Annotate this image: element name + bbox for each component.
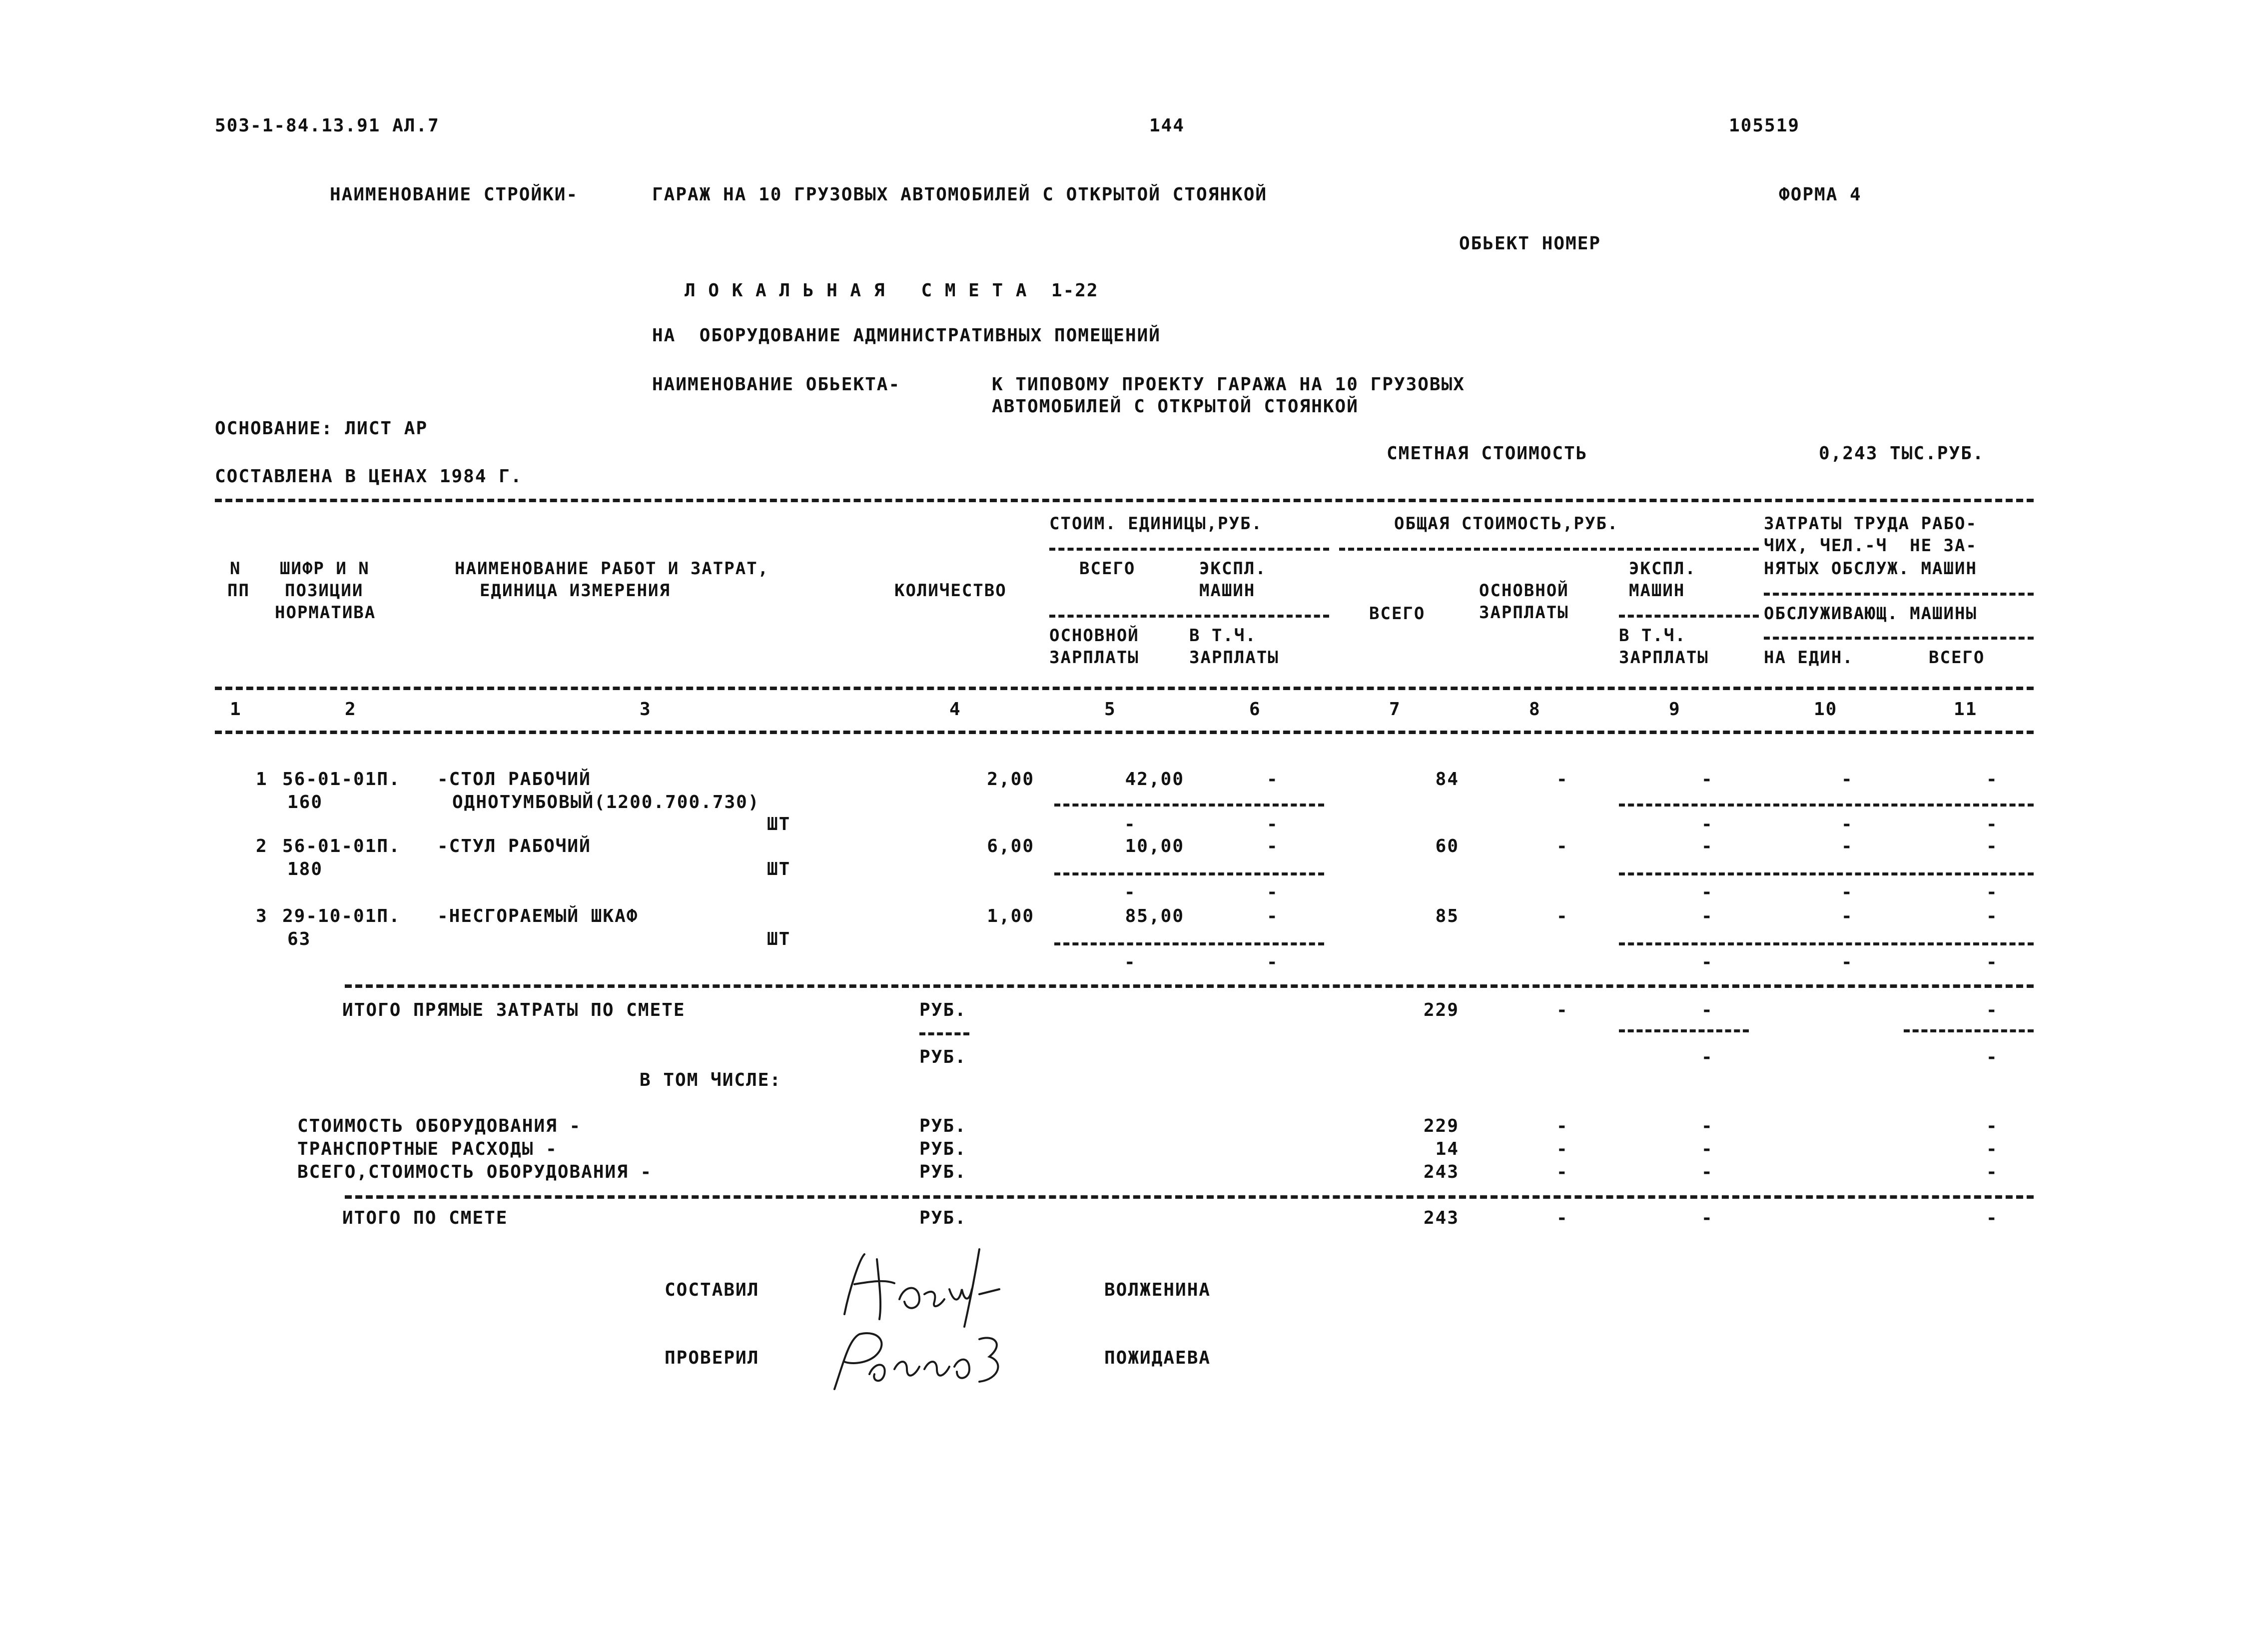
row-wage: - [1556, 836, 1568, 856]
all-equipment-label: ВСЕГО,СТОИМОСТЬ ОБОРУДОВАНИЯ - [297, 1162, 653, 1182]
row-price: 10,00 [1125, 836, 1184, 856]
summary-subrule [1904, 1029, 2034, 1032]
checked-signature [814, 1319, 1034, 1399]
hdr-tc-wage1: ОСНОВНОЙ [1479, 581, 1569, 601]
hdr-tc-mach2: МАШИН [1629, 581, 1685, 601]
row-pos: 160 [287, 792, 323, 813]
row-sub-dash: - [1124, 882, 1136, 902]
hdr-uc-mach2: МАШИН [1199, 581, 1256, 601]
hdr-name2: ЕДИНИЦА ИЗМЕРЕНИЯ [480, 581, 671, 601]
hdr-rule-tc [1339, 548, 1759, 551]
grand-total-label: ИТОГО ПО СМЕТЕ [342, 1208, 508, 1228]
col-num-1: 1 [230, 699, 242, 720]
grand-total-mach: - [1701, 1208, 1713, 1228]
transport-mach: - [1701, 1139, 1713, 1159]
row-sub-dash: - [1701, 952, 1713, 972]
equipment-labor: - [1986, 1116, 1998, 1136]
estimate-title: Л О К А Л Ь Н А Я С М Е Т А 1-22 [685, 280, 1099, 301]
col-num-7: 7 [1389, 699, 1401, 720]
row-sub-dash: - [1986, 814, 1998, 834]
equipment-mach: - [1701, 1116, 1713, 1136]
row-sub-dash: - [1124, 814, 1136, 834]
transport-label: ТРАНСПОРТНЫЕ РАСХОДЫ - [297, 1139, 558, 1159]
summary-subrule [1619, 1029, 1749, 1032]
grand-total-value: 243 [1423, 1208, 1459, 1228]
row-pos: 180 [287, 859, 323, 879]
hdr-labor4: ОБСЛУЖИВАЮЩ. МАШИНЫ [1764, 604, 1977, 624]
row-name: -НЕСГОРАЕМЫЙ ШКАФ [437, 906, 639, 926]
compiled-signature [829, 1239, 1049, 1329]
row-lab2: - [1986, 769, 1998, 790]
row-tmach: - [1701, 906, 1713, 926]
hdr-tc-mach1: ЭКСПЛ. [1629, 559, 1696, 579]
col-num-9: 9 [1669, 699, 1681, 720]
compiled-by-name: ВОЛЖЕНИНА [1104, 1280, 1211, 1300]
equipment-label: СТОИМОСТЬ ОБОРУДОВАНИЯ - [297, 1116, 582, 1136]
direct-costs-label: ИТОГО ПРЯМЫЕ ЗАТРАТЫ ПО СМЕТЕ [342, 1000, 686, 1020]
row-lab1: - [1841, 836, 1853, 856]
hdr-total-cost: ОБЩАЯ СТОИМОСТЬ,РУБ. [1394, 514, 1619, 534]
row-sub-dash: - [1841, 814, 1853, 834]
row-name: -СТОЛ РАБОЧИЙ [437, 769, 591, 790]
cost-value: 0,243 ТЫС.РУБ. [1819, 443, 1985, 464]
col-num-6: 6 [1249, 699, 1261, 720]
equipment-wage: - [1556, 1116, 1568, 1136]
hdr-code3: НОРМАТИВА [275, 603, 376, 623]
row-sub-dash: - [1701, 882, 1713, 902]
row-sub-dash: - [1841, 882, 1853, 902]
all-equipment-total: 243 [1423, 1162, 1459, 1182]
row-qty: 2,00 [987, 769, 1034, 790]
row-mach: - [1267, 769, 1279, 790]
row-lab2: - [1986, 836, 1998, 856]
row-lab2: - [1986, 906, 1998, 926]
construction-name: ГАРАЖ НА 10 ГРУЗОВЫХ АВТОМОБИЛЕЙ С ОТКРЫТОЙ СТОЯНКОЙ [652, 184, 1268, 205]
row-subrule [1619, 872, 2034, 875]
hdr-uc-wage2: ЗАРПЛАТЫ [1049, 648, 1139, 668]
row-tmach: - [1701, 836, 1713, 856]
hdr-uc-mach1: ЭКСПЛ. [1199, 559, 1267, 579]
object-label: НАИМЕНОВАНИЕ ОБЬЕКТА- [652, 374, 901, 395]
transport-unit: РУБ. [919, 1139, 967, 1159]
summary-rule [345, 984, 2034, 988]
direct-mach: - [1701, 1000, 1713, 1020]
hdr-rule-labor2 [1764, 637, 2034, 640]
hdr-labor3: НЯТЫХ ОБСЛУЖ. МАШИН [1764, 559, 1977, 579]
object-line-1: К ТИПОВОМУ ПРОЕКТУ ГАРАЖА НА 10 ГРУЗОВЫХ [992, 374, 1465, 395]
row-sub-dash: - [1986, 882, 1998, 902]
hdr-pp: ПП [227, 581, 250, 601]
col-num-3: 3 [640, 699, 652, 720]
equipment-unit: РУБ. [919, 1116, 967, 1136]
inventory-number: 105519 [1729, 115, 1800, 136]
row-code: 29-10-01П. [282, 906, 401, 926]
grand-total-labor: - [1986, 1208, 1998, 1228]
direct-costs-unit-2: РУБ. [919, 1047, 967, 1067]
row-name: -СТУЛ РАБОЧИЙ [437, 836, 591, 856]
row-total: 84 [1435, 769, 1459, 790]
transport-labor: - [1986, 1139, 1998, 1159]
row-sub-dash: - [1986, 952, 1998, 972]
row-unit: ШТ [767, 859, 791, 879]
row-total: 60 [1435, 836, 1459, 856]
col-num-8: 8 [1529, 699, 1541, 720]
object-line-2: АВТОМОБИЛЕЙ С ОТКРЫТОЙ СТОЯНКОЙ [992, 396, 1359, 417]
hdr-labor-all: ВСЕГО [1929, 648, 1985, 668]
hdr-uc-incl2: ЗАРПЛАТЫ [1189, 648, 1279, 668]
hdr-tc-incl2: ЗАРПЛАТЫ [1619, 648, 1709, 668]
row-qty: 1,00 [987, 906, 1034, 926]
row-sub-dash: - [1267, 882, 1279, 902]
row-unit: ШТ [767, 929, 791, 949]
row-total: 85 [1435, 906, 1459, 926]
direct-mach-2: - [1701, 1047, 1713, 1067]
row-code: 56-01-01П. [282, 769, 401, 790]
compiled-by-label: СОСТАВИЛ [665, 1280, 759, 1300]
hdr-rule-labor [1764, 593, 2034, 596]
summary-subrule [919, 1032, 969, 1035]
col-num-4: 4 [949, 699, 961, 720]
including-label: В ТОМ ЧИСЛЕ: [640, 1070, 782, 1090]
hdr-labor-unit: НА ЕДИН. [1764, 648, 1854, 668]
hdr-labor2: ЧИХ, ЧЕЛ.-Ч НЕ ЗА- [1764, 536, 1977, 556]
page-number: 144 [1149, 115, 1185, 136]
col-num-2: 2 [345, 699, 357, 720]
row-wage: - [1556, 906, 1568, 926]
row-pos: 63 [287, 929, 311, 949]
direct-wage: - [1556, 1000, 1568, 1020]
all-equipment-mach: - [1701, 1162, 1713, 1182]
hdr-n: N [230, 559, 241, 579]
transport-total: 14 [1435, 1139, 1459, 1159]
grand-total-wage: - [1556, 1208, 1568, 1228]
row-wage: - [1556, 769, 1568, 790]
transport-wage: - [1556, 1139, 1568, 1159]
object-number: ОБЬЕКТ НОМЕР [1459, 233, 1601, 254]
grand-total-unit: РУБ. [919, 1208, 967, 1228]
hdr-uc-total: ВСЕГО [1079, 559, 1136, 579]
col-num-5: 5 [1104, 699, 1116, 720]
row-unit: ШТ [767, 814, 791, 834]
hdr-qty: КОЛИЧЕСТВО [894, 581, 1007, 601]
row-subrule [1054, 942, 1324, 945]
direct-costs-unit: РУБ. [919, 1000, 967, 1020]
basis: ОСНОВАНИЕ: ЛИСТ АР [215, 418, 428, 439]
direct-labor-2: - [1986, 1047, 1998, 1067]
row-tmach: - [1701, 769, 1713, 790]
hdr-tc-wage2: ЗАРПЛАТЫ [1479, 603, 1569, 623]
row-sub-dash: - [1267, 814, 1279, 834]
row-sub-dash: - [1701, 814, 1713, 834]
direct-costs-total: 229 [1423, 1000, 1459, 1020]
hdr-labor1: ЗАТРАТЫ ТРУДА РАБО- [1764, 514, 1977, 534]
hdr-name1: НАИМЕНОВАНИЕ РАБОТ И ЗАТРАТ, [455, 559, 769, 579]
row-code: 56-01-01П. [282, 836, 401, 856]
col-num-rule [215, 731, 2034, 734]
form-label: ФОРМА 4 [1779, 184, 1862, 205]
row-subrule [1054, 804, 1324, 807]
all-equipment-unit: РУБ. [919, 1162, 967, 1182]
equipment-total: 229 [1423, 1116, 1459, 1136]
construction-label: НАИМЕНОВАНИЕ СТРОЙКИ- [330, 184, 579, 205]
row-lab1: - [1841, 769, 1853, 790]
row-sub-dash: - [1267, 952, 1279, 972]
row-name2: ОДНОТУМБОВЫЙ(1200.700.730) [452, 792, 760, 813]
row-lab1: - [1841, 906, 1853, 926]
hdr-rule-uc2 [1049, 615, 1329, 618]
grand-total-rule [345, 1195, 2034, 1199]
hdr-code1: ШИФР И N [280, 559, 370, 579]
row-qty: 6,00 [987, 836, 1034, 856]
table-top-rule [215, 499, 2034, 502]
price-basis: СОСТАВЛЕНА В ЦЕНАХ 1984 Г. [215, 466, 523, 487]
hdr-bottom-rule [215, 687, 2034, 690]
hdr-tc-total: ВСЕГО [1369, 604, 1426, 624]
hdr-tc-incl1: В Т.Ч. [1619, 626, 1686, 646]
col-num-11: 11 [1954, 699, 1978, 720]
row-subrule [1619, 942, 2034, 945]
row-n: 3 [256, 906, 268, 926]
cost-label: СМЕТНАЯ СТОИМОСТЬ [1387, 443, 1588, 464]
hdr-rule-tc2 [1619, 615, 1759, 618]
hdr-uc-wage1: ОСНОВНОЙ [1049, 626, 1139, 646]
row-n: 1 [256, 769, 268, 790]
row-mach: - [1267, 906, 1279, 926]
row-subrule [1054, 872, 1324, 875]
all-equipment-labor: - [1986, 1162, 1998, 1182]
row-sub-dash: - [1124, 952, 1136, 972]
row-price: 42,00 [1125, 769, 1184, 790]
row-sub-dash: - [1841, 952, 1853, 972]
hdr-uc-incl1: В Т.Ч. [1189, 626, 1257, 646]
row-n: 2 [256, 836, 268, 856]
hdr-rule-uc [1049, 548, 1329, 551]
hdr-code2: ПОЗИЦИИ [285, 581, 364, 601]
row-mach: - [1267, 836, 1279, 856]
checked-by-label: ПРОВЕРИЛ [665, 1348, 759, 1368]
row-price: 85,00 [1125, 906, 1184, 926]
hdr-unit-cost: СТОИМ. ЕДИНИЦЫ,РУБ. [1049, 514, 1263, 534]
row-subrule [1619, 804, 2034, 807]
col-num-10: 10 [1814, 699, 1838, 720]
all-equipment-wage: - [1556, 1162, 1568, 1182]
doc-code: 503-1-84.13.91 АЛ.7 [215, 115, 440, 136]
estimate-subject: НА ОБОРУДОВАНИЕ АДМИНИСТРАТИВНЫХ ПОМЕЩЕНИЙ [652, 325, 1161, 346]
direct-labor: - [1986, 1000, 1998, 1020]
checked-by-name: ПОЖИДАЕВА [1104, 1348, 1211, 1368]
